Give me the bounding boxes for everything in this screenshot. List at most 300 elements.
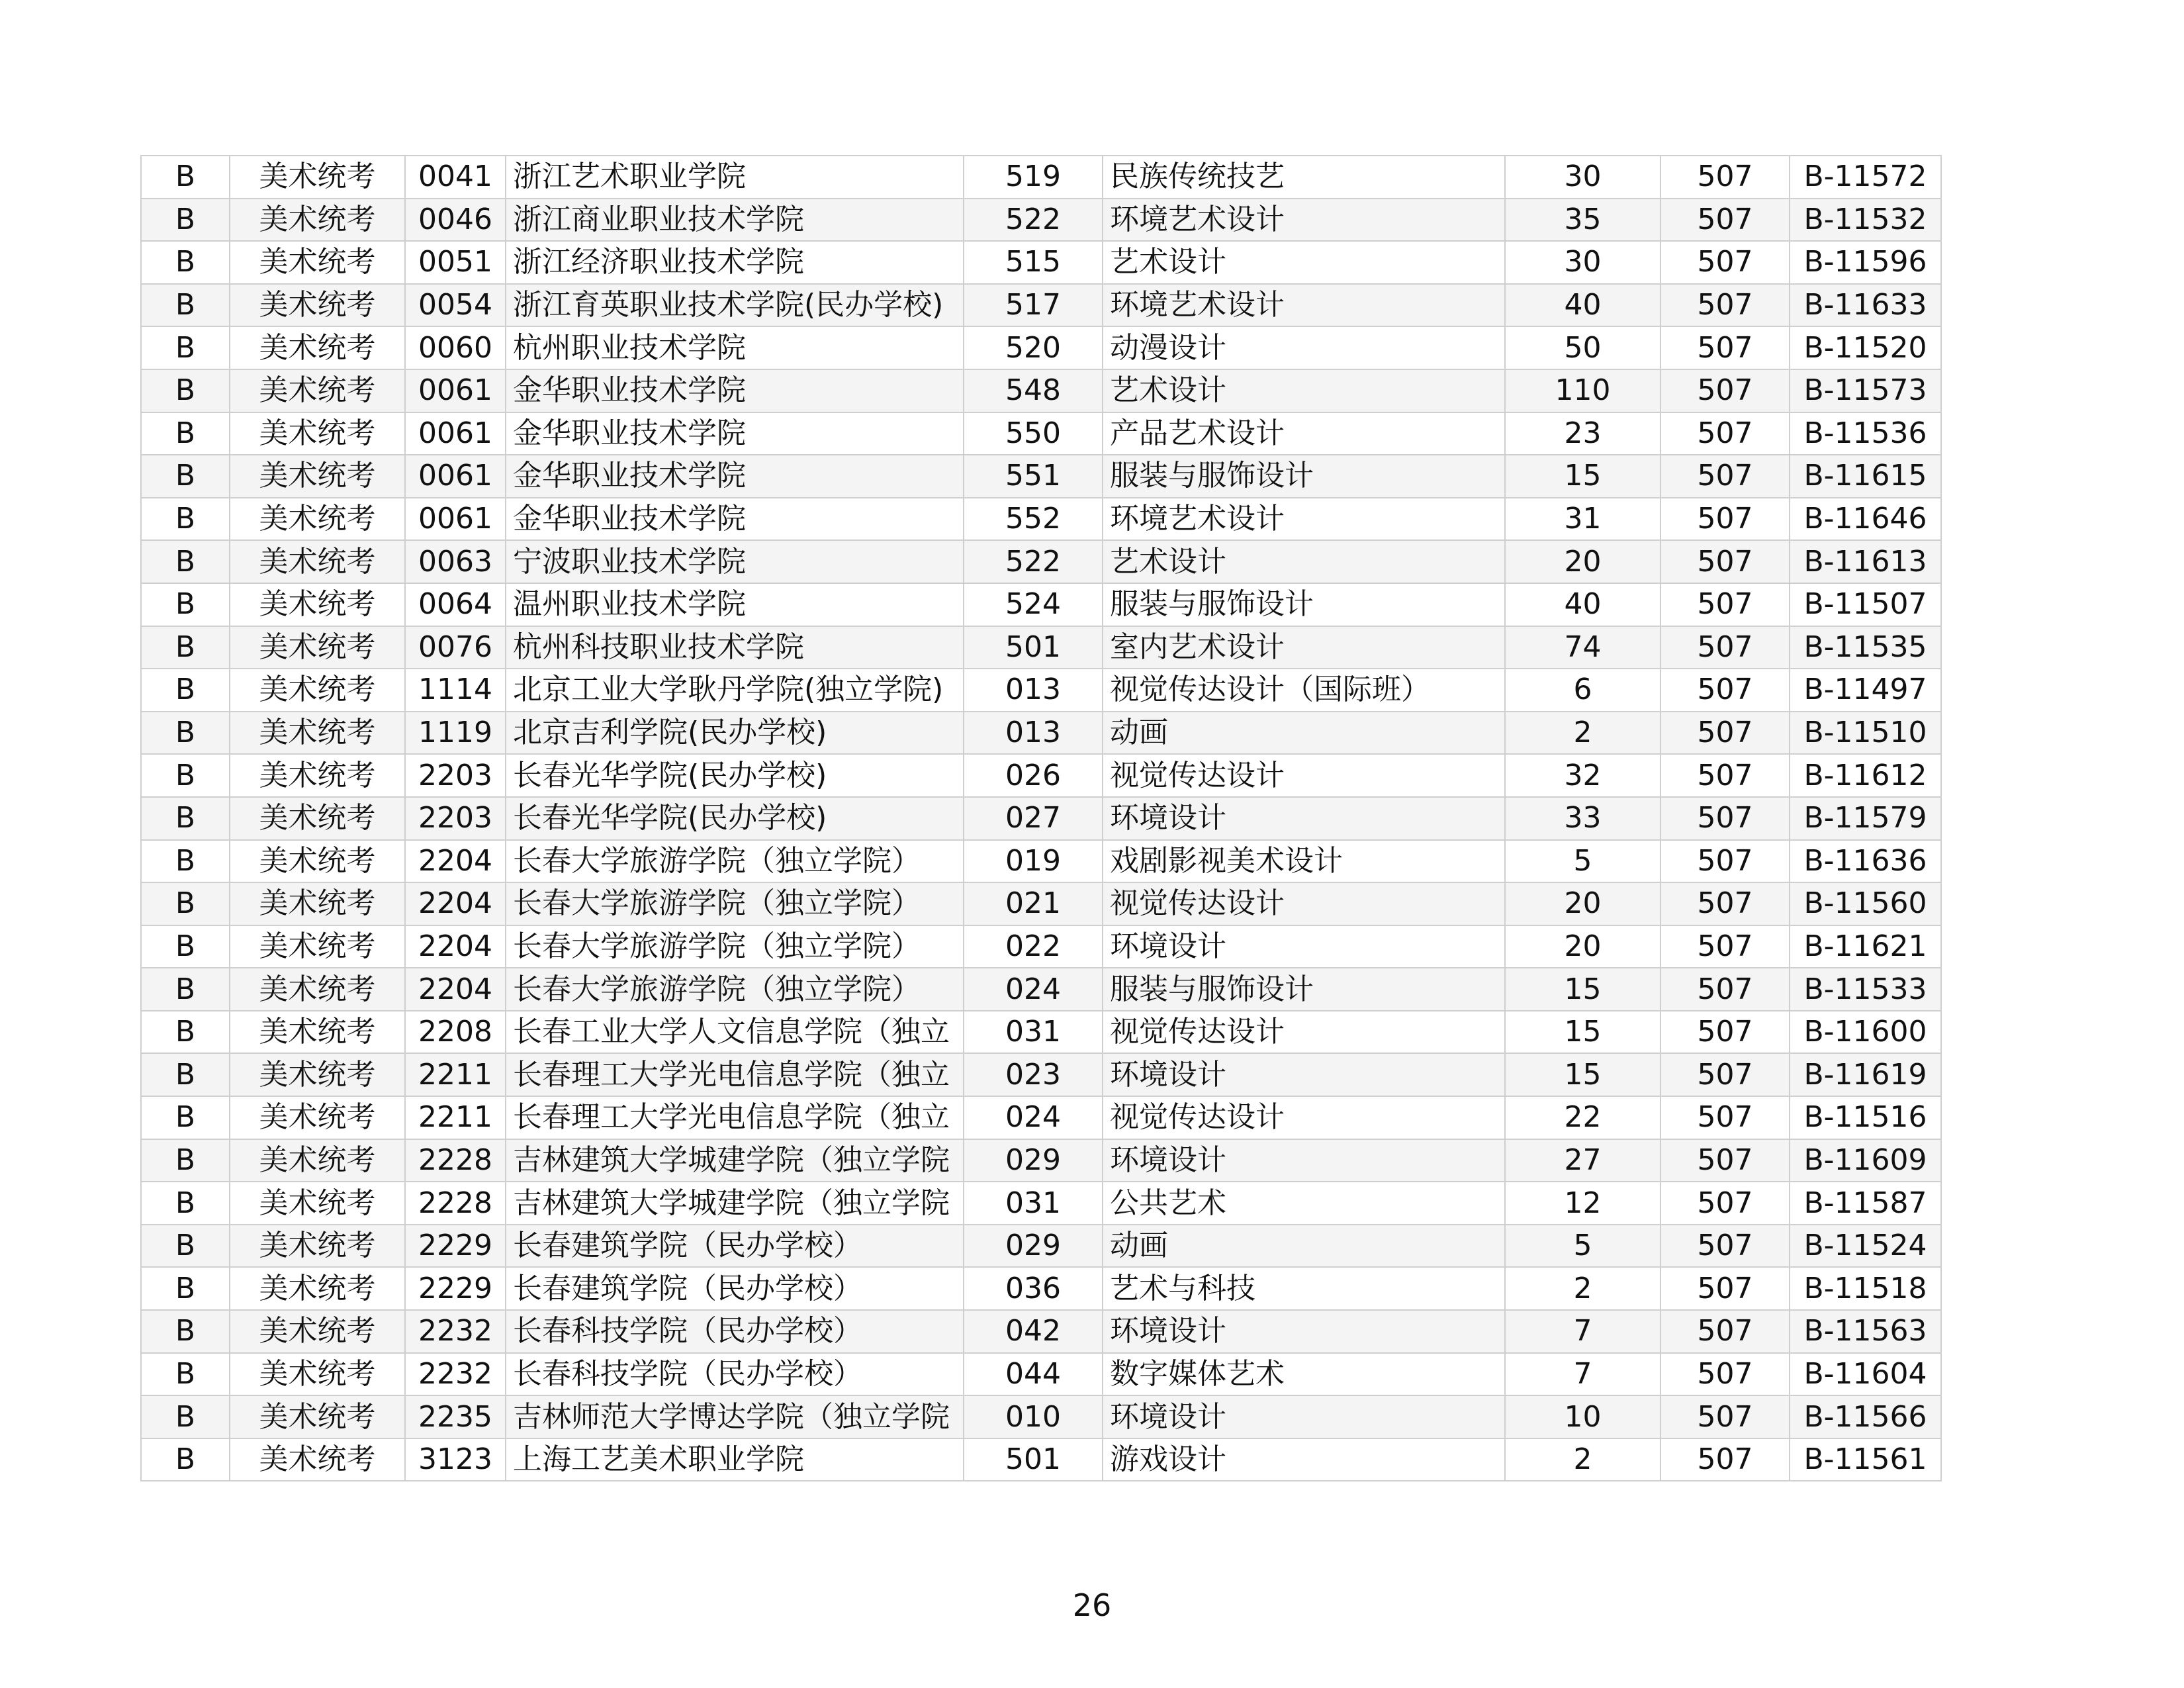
school-code-cell: 0061 — [405, 369, 506, 412]
major-code-cell: 550 — [964, 412, 1103, 455]
major-code-cell: 551 — [964, 455, 1103, 498]
batch-cell: B — [141, 968, 230, 1011]
table-row — [141, 284, 1941, 327]
plan-count-cell: 32 — [1505, 754, 1661, 797]
major-name-cell: 游戏设计 — [1103, 1438, 1505, 1481]
record-id-cell: B-11560 — [1790, 882, 1941, 925]
batch-cell: B — [141, 669, 230, 712]
exam-type-cell: 美术统考 — [230, 1096, 405, 1139]
school-name-cell: 温州职业技术学院 — [506, 583, 964, 626]
page-number: 26 — [1072, 1587, 1112, 1623]
score-line-cell: 507 — [1661, 1096, 1790, 1139]
major-name-cell: 产品艺术设计 — [1103, 412, 1505, 455]
table-row — [141, 1438, 1941, 1481]
school-code-cell: 2229 — [405, 1225, 506, 1268]
batch-cell: B — [141, 284, 230, 327]
batch-cell: B — [141, 1395, 230, 1438]
batch-cell: B — [141, 925, 230, 968]
major-code-cell: 031 — [964, 1011, 1103, 1054]
major-code-cell: 044 — [964, 1353, 1103, 1396]
table-row — [141, 1182, 1941, 1225]
major-name-cell: 艺术设计 — [1103, 241, 1505, 284]
record-id-cell: B-11507 — [1790, 583, 1941, 626]
batch-cell: B — [141, 156, 230, 199]
school-name-cell: 杭州职业技术学院 — [506, 326, 964, 369]
school-code-cell: 2204 — [405, 840, 506, 883]
admissions-table-container — [140, 155, 1940, 1481]
school-name-cell: 北京工业大学耿丹学院(独立学院) — [506, 669, 964, 712]
table-row — [141, 797, 1941, 840]
plan-count-cell: 20 — [1505, 925, 1661, 968]
score-line-cell: 507 — [1661, 199, 1790, 242]
table-row — [141, 626, 1941, 669]
record-id-cell: B-11563 — [1790, 1310, 1941, 1353]
record-id-cell: B-11613 — [1790, 540, 1941, 583]
score-line-cell: 507 — [1661, 455, 1790, 498]
plan-count-cell: 15 — [1505, 455, 1661, 498]
plan-count-cell: 23 — [1505, 412, 1661, 455]
major-code-cell: 524 — [964, 583, 1103, 626]
batch-cell: B — [141, 797, 230, 840]
school-code-cell: 2203 — [405, 797, 506, 840]
school-name-cell: 浙江育英职业技术学院(民办学校) — [506, 284, 964, 327]
batch-cell: B — [141, 882, 230, 925]
school-name-cell: 长春大学旅游学院（独立学院） — [506, 840, 964, 883]
school-name-cell: 长春建筑学院（民办学校） — [506, 1225, 964, 1268]
exam-type-cell: 美术统考 — [230, 540, 405, 583]
major-code-cell: 522 — [964, 540, 1103, 583]
plan-count-cell: 5 — [1505, 840, 1661, 883]
school-name-cell: 长春大学旅游学院（独立学院） — [506, 968, 964, 1011]
table-row — [141, 326, 1941, 369]
major-code-cell: 552 — [964, 498, 1103, 541]
major-code-cell: 019 — [964, 840, 1103, 883]
table-row — [141, 882, 1941, 925]
major-name-cell: 艺术设计 — [1103, 369, 1505, 412]
batch-cell: B — [141, 455, 230, 498]
school-name-cell: 金华职业技术学院 — [506, 498, 964, 541]
major-name-cell: 艺术设计 — [1103, 540, 1505, 583]
batch-cell: B — [141, 1053, 230, 1096]
school-name-cell: 吉林师范大学博达学院（独立学院 — [506, 1395, 964, 1438]
school-code-cell: 0060 — [405, 326, 506, 369]
batch-cell: B — [141, 712, 230, 755]
major-name-cell: 环境设计 — [1103, 1310, 1505, 1353]
score-line-cell: 507 — [1661, 1139, 1790, 1182]
score-line-cell: 507 — [1661, 925, 1790, 968]
major-name-cell: 视觉传达设计（国际班） — [1103, 669, 1505, 712]
plan-count-cell: 33 — [1505, 797, 1661, 840]
record-id-cell: B-11600 — [1790, 1011, 1941, 1054]
table-row — [141, 1395, 1941, 1438]
record-id-cell: B-11612 — [1790, 754, 1941, 797]
batch-cell: B — [141, 369, 230, 412]
school-name-cell: 浙江商业职业技术学院 — [506, 199, 964, 242]
major-code-cell: 519 — [964, 156, 1103, 199]
major-code-cell: 026 — [964, 754, 1103, 797]
plan-count-cell: 10 — [1505, 1395, 1661, 1438]
major-name-cell: 数字媒体艺术 — [1103, 1353, 1505, 1396]
school-code-cell: 2204 — [405, 968, 506, 1011]
table-row — [141, 498, 1941, 541]
table-row — [141, 1011, 1941, 1054]
major-name-cell: 环境设计 — [1103, 797, 1505, 840]
record-id-cell: B-11532 — [1790, 199, 1941, 242]
school-code-cell: 1119 — [405, 712, 506, 755]
table-row — [141, 754, 1941, 797]
score-line-cell: 507 — [1661, 840, 1790, 883]
school-name-cell: 长春理工大学光电信息学院（独立 — [506, 1053, 964, 1096]
score-line-cell: 507 — [1661, 156, 1790, 199]
school-name-cell: 长春科技学院（民办学校） — [506, 1310, 964, 1353]
record-id-cell: B-11520 — [1790, 326, 1941, 369]
score-line-cell: 507 — [1661, 1310, 1790, 1353]
table-row — [141, 156, 1941, 199]
school-code-cell: 2228 — [405, 1139, 506, 1182]
school-code-cell: 2232 — [405, 1310, 506, 1353]
score-line-cell: 507 — [1661, 1182, 1790, 1225]
school-name-cell: 浙江经济职业技术学院 — [506, 241, 964, 284]
school-code-cell: 2228 — [405, 1182, 506, 1225]
school-code-cell: 0064 — [405, 583, 506, 626]
score-line-cell: 507 — [1661, 1395, 1790, 1438]
score-line-cell: 507 — [1661, 498, 1790, 541]
plan-count-cell: 15 — [1505, 1011, 1661, 1054]
batch-cell: B — [141, 241, 230, 284]
school-code-cell: 2211 — [405, 1096, 506, 1139]
plan-count-cell: 30 — [1505, 241, 1661, 284]
major-name-cell: 民族传统技艺 — [1103, 156, 1505, 199]
major-code-cell: 013 — [964, 712, 1103, 755]
major-name-cell: 视觉传达设计 — [1103, 882, 1505, 925]
batch-cell: B — [141, 1353, 230, 1396]
exam-type-cell: 美术统考 — [230, 882, 405, 925]
plan-count-cell: 15 — [1505, 1053, 1661, 1096]
plan-count-cell: 2 — [1505, 1267, 1661, 1310]
batch-cell: B — [141, 1310, 230, 1353]
exam-type-cell: 美术统考 — [230, 326, 405, 369]
exam-type-cell: 美术统考 — [230, 1438, 405, 1481]
school-name-cell: 上海工艺美术职业学院 — [506, 1438, 964, 1481]
table-row — [141, 540, 1941, 583]
batch-cell: B — [141, 840, 230, 883]
record-id-cell: B-11596 — [1790, 241, 1941, 284]
batch-cell: B — [141, 754, 230, 797]
major-code-cell: 024 — [964, 968, 1103, 1011]
major-code-cell: 031 — [964, 1182, 1103, 1225]
exam-type-cell: 美术统考 — [230, 1053, 405, 1096]
score-line-cell: 507 — [1661, 669, 1790, 712]
table-row — [141, 1053, 1941, 1096]
score-line-cell: 507 — [1661, 797, 1790, 840]
school-code-cell: 2204 — [405, 925, 506, 968]
table-row — [141, 1353, 1941, 1396]
major-code-cell: 029 — [964, 1139, 1103, 1182]
batch-cell: B — [141, 1225, 230, 1268]
school-name-cell: 北京吉利学院(民办学校) — [506, 712, 964, 755]
school-code-cell: 2235 — [405, 1395, 506, 1438]
plan-count-cell: 27 — [1505, 1139, 1661, 1182]
exam-type-cell: 美术统考 — [230, 284, 405, 327]
school-name-cell: 长春科技学院（民办学校） — [506, 1353, 964, 1396]
plan-count-cell: 6 — [1505, 669, 1661, 712]
school-name-cell: 长春大学旅游学院（独立学院） — [506, 882, 964, 925]
school-code-cell: 0061 — [405, 412, 506, 455]
major-name-cell: 视觉传达设计 — [1103, 754, 1505, 797]
score-line-cell: 507 — [1661, 712, 1790, 755]
record-id-cell: B-11536 — [1790, 412, 1941, 455]
record-id-cell: B-11573 — [1790, 369, 1941, 412]
batch-cell: B — [141, 1182, 230, 1225]
plan-count-cell: 5 — [1505, 1225, 1661, 1268]
batch-cell: B — [141, 1096, 230, 1139]
score-line-cell: 507 — [1661, 241, 1790, 284]
exam-type-cell: 美术统考 — [230, 1182, 405, 1225]
batch-cell: B — [141, 626, 230, 669]
school-code-cell: 0061 — [405, 455, 506, 498]
admissions-table — [140, 155, 1942, 1481]
record-id-cell: B-11524 — [1790, 1225, 1941, 1268]
school-name-cell: 宁波职业技术学院 — [506, 540, 964, 583]
batch-cell: B — [141, 1267, 230, 1310]
score-line-cell: 507 — [1661, 1225, 1790, 1268]
exam-type-cell: 美术统考 — [230, 498, 405, 541]
record-id-cell: B-11561 — [1790, 1438, 1941, 1481]
exam-type-cell: 美术统考 — [230, 241, 405, 284]
major-code-cell: 036 — [964, 1267, 1103, 1310]
score-line-cell: 507 — [1661, 583, 1790, 626]
school-code-cell: 0061 — [405, 498, 506, 541]
school-name-cell: 长春理工大学光电信息学院（独立 — [506, 1096, 964, 1139]
exam-type-cell: 美术统考 — [230, 626, 405, 669]
exam-type-cell: 美术统考 — [230, 1267, 405, 1310]
major-name-cell: 服装与服饰设计 — [1103, 583, 1505, 626]
record-id-cell: B-11633 — [1790, 284, 1941, 327]
plan-count-cell: 40 — [1505, 284, 1661, 327]
school-name-cell: 长春光华学院(民办学校) — [506, 797, 964, 840]
table-row — [141, 583, 1941, 626]
batch-cell: B — [141, 412, 230, 455]
major-name-cell: 公共艺术 — [1103, 1182, 1505, 1225]
record-id-cell: B-11518 — [1790, 1267, 1941, 1310]
plan-count-cell: 12 — [1505, 1182, 1661, 1225]
major-name-cell: 戏剧影视美术设计 — [1103, 840, 1505, 883]
major-code-cell: 548 — [964, 369, 1103, 412]
score-line-cell: 507 — [1661, 326, 1790, 369]
school-code-cell: 2204 — [405, 882, 506, 925]
plan-count-cell: 50 — [1505, 326, 1661, 369]
table-row — [141, 840, 1941, 883]
score-line-cell: 507 — [1661, 1011, 1790, 1054]
exam-type-cell: 美术统考 — [230, 412, 405, 455]
record-id-cell: B-11587 — [1790, 1182, 1941, 1225]
exam-type-cell: 美术统考 — [230, 925, 405, 968]
record-id-cell: B-11510 — [1790, 712, 1941, 755]
table-row — [141, 1310, 1941, 1353]
plan-count-cell: 74 — [1505, 626, 1661, 669]
table-row — [141, 1267, 1941, 1310]
school-name-cell: 长春建筑学院（民办学校） — [506, 1267, 964, 1310]
major-code-cell: 013 — [964, 669, 1103, 712]
batch-cell: B — [141, 540, 230, 583]
school-code-cell: 2229 — [405, 1267, 506, 1310]
record-id-cell: B-11636 — [1790, 840, 1941, 883]
batch-cell: B — [141, 498, 230, 541]
plan-count-cell: 31 — [1505, 498, 1661, 541]
major-name-cell: 艺术与科技 — [1103, 1267, 1505, 1310]
school-code-cell: 2203 — [405, 754, 506, 797]
school-code-cell: 0041 — [405, 156, 506, 199]
major-code-cell: 023 — [964, 1053, 1103, 1096]
school-code-cell: 0046 — [405, 199, 506, 242]
major-name-cell: 动漫设计 — [1103, 326, 1505, 369]
exam-type-cell: 美术统考 — [230, 1225, 405, 1268]
record-id-cell: B-11619 — [1790, 1053, 1941, 1096]
school-code-cell: 0051 — [405, 241, 506, 284]
major-name-cell: 环境设计 — [1103, 925, 1505, 968]
record-id-cell: B-11516 — [1790, 1096, 1941, 1139]
major-code-cell: 027 — [964, 797, 1103, 840]
exam-type-cell: 美术统考 — [230, 1139, 405, 1182]
table-body — [141, 156, 1941, 1481]
record-id-cell: B-11609 — [1790, 1139, 1941, 1182]
table-row — [141, 199, 1941, 242]
school-name-cell: 金华职业技术学院 — [506, 455, 964, 498]
table-row — [141, 369, 1941, 412]
major-code-cell: 501 — [964, 1438, 1103, 1481]
major-name-cell: 动画 — [1103, 1225, 1505, 1268]
school-code-cell: 2232 — [405, 1353, 506, 1396]
table-row — [141, 712, 1941, 755]
exam-type-cell: 美术统考 — [230, 754, 405, 797]
table-row — [141, 925, 1941, 968]
major-code-cell: 522 — [964, 199, 1103, 242]
major-name-cell: 环境设计 — [1103, 1139, 1505, 1182]
record-id-cell: B-11604 — [1790, 1353, 1941, 1396]
plan-count-cell: 2 — [1505, 1438, 1661, 1481]
major-name-cell: 视觉传达设计 — [1103, 1011, 1505, 1054]
plan-count-cell: 35 — [1505, 199, 1661, 242]
record-id-cell: B-11579 — [1790, 797, 1941, 840]
score-line-cell: 507 — [1661, 754, 1790, 797]
school-name-cell: 吉林建筑大学城建学院（独立学院 — [506, 1139, 964, 1182]
score-line-cell: 507 — [1661, 882, 1790, 925]
record-id-cell: B-11646 — [1790, 498, 1941, 541]
major-name-cell: 动画 — [1103, 712, 1505, 755]
major-code-cell: 520 — [964, 326, 1103, 369]
major-code-cell: 022 — [964, 925, 1103, 968]
table-row — [141, 1139, 1941, 1182]
school-name-cell: 金华职业技术学院 — [506, 369, 964, 412]
batch-cell: B — [141, 326, 230, 369]
table-row — [141, 1225, 1941, 1268]
major-code-cell: 010 — [964, 1395, 1103, 1438]
score-line-cell: 507 — [1661, 1353, 1790, 1396]
major-name-cell: 服装与服饰设计 — [1103, 455, 1505, 498]
batch-cell: B — [141, 1139, 230, 1182]
record-id-cell: B-11497 — [1790, 669, 1941, 712]
major-code-cell: 042 — [964, 1310, 1103, 1353]
exam-type-cell: 美术统考 — [230, 712, 405, 755]
exam-type-cell: 美术统考 — [230, 455, 405, 498]
score-line-cell: 507 — [1661, 1267, 1790, 1310]
school-code-cell: 2211 — [405, 1053, 506, 1096]
exam-type-cell: 美术统考 — [230, 369, 405, 412]
school-name-cell: 金华职业技术学院 — [506, 412, 964, 455]
school-name-cell: 吉林建筑大学城建学院（独立学院 — [506, 1182, 964, 1225]
score-line-cell: 507 — [1661, 968, 1790, 1011]
school-code-cell: 3123 — [405, 1438, 506, 1481]
exam-type-cell: 美术统考 — [230, 1011, 405, 1054]
plan-count-cell: 22 — [1505, 1096, 1661, 1139]
school-code-cell: 2208 — [405, 1011, 506, 1054]
plan-count-cell: 20 — [1505, 540, 1661, 583]
school-name-cell: 长春工业大学人文信息学院（独立 — [506, 1011, 964, 1054]
major-name-cell: 室内艺术设计 — [1103, 626, 1505, 669]
score-line-cell: 507 — [1661, 1438, 1790, 1481]
exam-type-cell: 美术统考 — [230, 156, 405, 199]
major-code-cell: 515 — [964, 241, 1103, 284]
plan-count-cell: 110 — [1505, 369, 1661, 412]
plan-count-cell: 2 — [1505, 712, 1661, 755]
major-name-cell: 环境艺术设计 — [1103, 498, 1505, 541]
school-name-cell: 杭州科技职业技术学院 — [506, 626, 964, 669]
record-id-cell: B-11572 — [1790, 156, 1941, 199]
exam-type-cell: 美术统考 — [230, 797, 405, 840]
record-id-cell: B-11533 — [1790, 968, 1941, 1011]
exam-type-cell: 美术统考 — [230, 968, 405, 1011]
major-name-cell: 环境艺术设计 — [1103, 199, 1505, 242]
score-line-cell: 507 — [1661, 626, 1790, 669]
batch-cell: B — [141, 1011, 230, 1054]
exam-type-cell: 美术统考 — [230, 840, 405, 883]
school-name-cell: 长春大学旅游学院（独立学院） — [506, 925, 964, 968]
exam-type-cell: 美术统考 — [230, 669, 405, 712]
school-code-cell: 0063 — [405, 540, 506, 583]
table-row — [141, 669, 1941, 712]
school-name-cell: 浙江艺术职业学院 — [506, 156, 964, 199]
exam-type-cell: 美术统考 — [230, 1310, 405, 1353]
major-name-cell: 服装与服饰设计 — [1103, 968, 1505, 1011]
school-code-cell: 1114 — [405, 669, 506, 712]
record-id-cell: B-11615 — [1790, 455, 1941, 498]
major-code-cell: 021 — [964, 882, 1103, 925]
record-id-cell: B-11566 — [1790, 1395, 1941, 1438]
plan-count-cell: 7 — [1505, 1353, 1661, 1396]
school-code-cell: 0076 — [405, 626, 506, 669]
major-name-cell: 环境艺术设计 — [1103, 284, 1505, 327]
major-code-cell: 501 — [964, 626, 1103, 669]
plan-count-cell: 40 — [1505, 583, 1661, 626]
major-name-cell: 环境设计 — [1103, 1395, 1505, 1438]
score-line-cell: 507 — [1661, 1053, 1790, 1096]
table-row — [141, 1096, 1941, 1139]
school-code-cell: 0054 — [405, 284, 506, 327]
score-line-cell: 507 — [1661, 284, 1790, 327]
plan-count-cell: 20 — [1505, 882, 1661, 925]
batch-cell: B — [141, 1438, 230, 1481]
score-line-cell: 507 — [1661, 369, 1790, 412]
exam-type-cell: 美术统考 — [230, 583, 405, 626]
major-code-cell: 029 — [964, 1225, 1103, 1268]
exam-type-cell: 美术统考 — [230, 1353, 405, 1396]
major-name-cell: 环境设计 — [1103, 1053, 1505, 1096]
plan-count-cell: 7 — [1505, 1310, 1661, 1353]
exam-type-cell: 美术统考 — [230, 1395, 405, 1438]
batch-cell: B — [141, 199, 230, 242]
batch-cell: B — [141, 583, 230, 626]
major-code-cell: 024 — [964, 1096, 1103, 1139]
